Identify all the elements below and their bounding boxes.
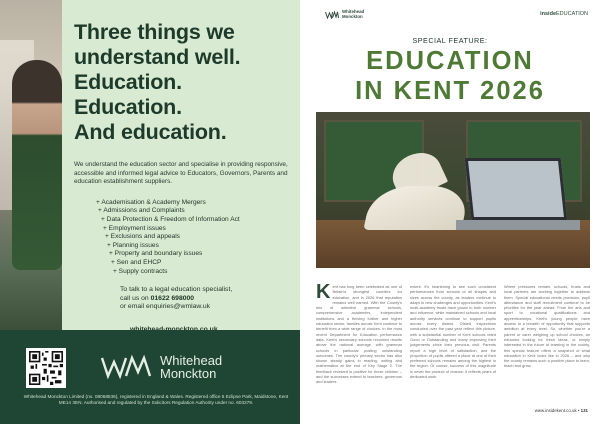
page-footer: www.insidekent.co.uk • 131 bbox=[534, 408, 588, 413]
header-logo bbox=[325, 10, 364, 20]
wm-small-logo-icon bbox=[325, 11, 339, 19]
qr-code[interactable] bbox=[26, 348, 66, 388]
advert-footer bbox=[0, 330, 300, 424]
feature-page bbox=[300, 0, 600, 424]
brand-name-line-2: Monckton bbox=[160, 366, 217, 381]
service-item: + Employment issues bbox=[103, 224, 166, 232]
page-number: 131 bbox=[580, 408, 588, 413]
wm-logo-icon bbox=[100, 354, 152, 380]
laptop-screen bbox=[465, 158, 568, 220]
advert-intro: We understand the education sector and specialise in providing responsive, accessible and informed legal advice to Educators, Governors, Parents and education establishment suppliers. bbox=[74, 161, 288, 186]
headline-line-3: Education. Education. bbox=[74, 70, 182, 119]
article-column-3: Where pressures remain, schools, trusts and local partners are working together to address them. Special educational needs provision, pupil attendance and staff recruitment continue to be priorities for the year ahead. From the arts and sport to vocational qualifications and apprenticeships, Kent's young people have access to a breadth of opportunity that supports ambition at every level. So, whether you're a parent or carer weighing up school choices, an educator looking for fresh ideas, or simply interested in the future of learning in the county, this special feature offers a snapshot of what education in Kent looks like in 2026 – and why the county remains such a positive place to learn, teach and grow. bbox=[504, 284, 590, 369]
section-tag bbox=[540, 11, 588, 17]
section-tag-name: EDUCATION bbox=[556, 11, 588, 17]
article-column-2: extent. It's heartening to see such consistent performances from schools of all shapes and sizes across the county, as leaders continue to adapt to new challenges and opportunities. Kent's multi-academy trusts have grown in both number and influence, while maintained schools and local authority services continue to support pupils across every district. Ofsted inspections conducted over the past year reflect this picture, with a substantial number of Kent schools rated Good or Outstanding and many improving their judgements since their previous visit. Parents report a high level of satisfaction, and the proportion of pupils offered a place at one of their preferred schools remains among the highest in the region. Of course, success of this magnitude is never the product of chance; it reflects years of dedicated work. bbox=[410, 284, 496, 380]
service-item: + Supply contracts bbox=[113, 267, 168, 275]
contact-line-2 bbox=[120, 295, 292, 304]
contact-call-label: call us on bbox=[120, 294, 151, 302]
service-item: + Admissions and Complaints bbox=[98, 207, 185, 215]
classroom-photo bbox=[0, 0, 62, 330]
phone-number[interactable]: 01622 698000 bbox=[150, 294, 195, 302]
contact-block bbox=[74, 286, 292, 312]
service-item: + Data Protection & Freedom of Information Act bbox=[101, 215, 240, 223]
feature-title bbox=[300, 46, 600, 106]
footer-url[interactable]: www.insidekent.co.uk bbox=[534, 408, 577, 413]
service-item: + Planning issues bbox=[107, 241, 159, 249]
headline-line-1: Three things we bbox=[74, 20, 235, 44]
services-list bbox=[74, 199, 292, 276]
section-tag-inside: inside bbox=[540, 11, 557, 17]
special-feature-label: SPECIAL FEATURE: bbox=[412, 36, 488, 45]
contact-line-1: To talk to a legal education specialist, bbox=[120, 286, 233, 294]
brand-logo bbox=[100, 354, 222, 380]
feature-title-line-1: EDUCATION bbox=[366, 47, 534, 75]
article-column-1-text: ent has long been celebrated as one of Britain's strongest counties for education, and in 2026 that reputation remains well earned. With the County's mix of selective grammar schools, comprehensive academies, independent institutions and a thriving further and higher education sector, families across Kent continue to benefit from a wide range of choices. In the most recent Department for Education performance data, Kent's secondary schools recorded results above the national average, with grammar schools in particular posting outstanding outcomes. The county's primary sector has also shown steady gains in reading, writing and mathematics at the end of Key Stage 2. The feedback received is positive for those children – and the successes extend to teachers, governors and leaders. bbox=[316, 284, 402, 385]
header-logo-line-1: Whitehead bbox=[342, 9, 365, 14]
brand-name bbox=[160, 354, 222, 380]
teacher-image bbox=[12, 60, 62, 270]
hero-image bbox=[316, 112, 590, 268]
service-item: + Academisation & Academy Mergers bbox=[96, 198, 206, 206]
headline-line-2: understand well. bbox=[74, 45, 241, 69]
brand-name-line-1: Whitehead bbox=[160, 353, 223, 368]
service-item: + Property and boundary issues bbox=[109, 250, 203, 258]
advert-content bbox=[62, 0, 300, 330]
service-item: + Sen and EHCP bbox=[111, 258, 162, 266]
laptop-keyboard bbox=[456, 220, 580, 230]
article-body bbox=[316, 281, 592, 404]
advert-headline bbox=[74, 20, 292, 145]
drop-cap: K bbox=[316, 281, 331, 303]
header-logo-text bbox=[342, 10, 364, 20]
legal-notice: Whitehead Monckton Limited (no. 08068536), registered in England & Wales. Registered office 5 Eclipse Park, Maidstone, Kent ME14 3EN. Authorised and regulated by the Solicitors Regulation Authority under no. 603279. bbox=[23, 394, 289, 406]
article-column-1 bbox=[316, 281, 402, 404]
qr-code-icon bbox=[29, 351, 63, 385]
feature-title-line-2: IN KENT 2026 bbox=[355, 77, 545, 105]
header-logo-line-2: Monckton bbox=[342, 13, 363, 19]
headline-line-4: And education. bbox=[74, 120, 227, 144]
service-item: + Exclusions and appeals bbox=[105, 233, 180, 241]
contact-email[interactable]: or email enquiries@wmlaw.uk bbox=[120, 303, 211, 311]
